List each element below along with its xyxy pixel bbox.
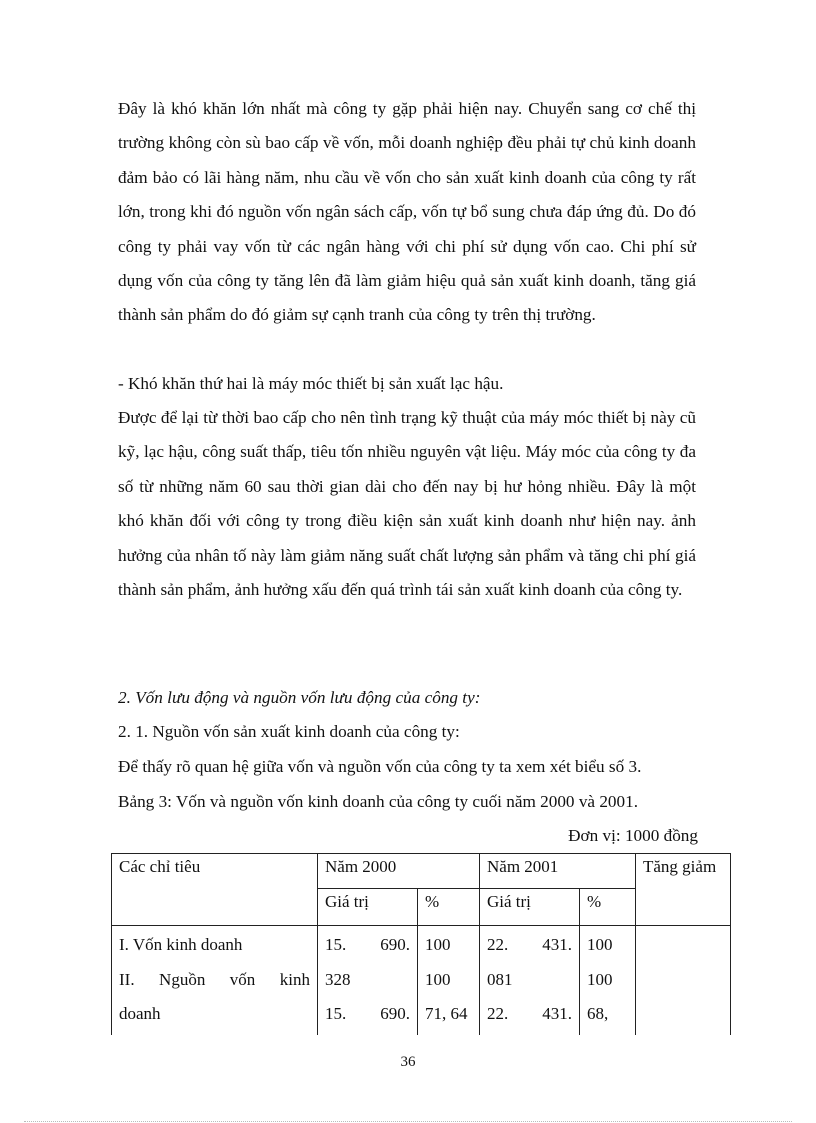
- bullet-equipment-difficulty: - Khó khăn thứ hai là máy móc thiết bị sản xuất lạc hậu.: [118, 374, 504, 393]
- table-header-row: [112, 854, 731, 889]
- header-percent-2000: %: [418, 889, 480, 926]
- table-caption: Bảng 3: Vốn và nguồn vốn kinh doanh của công ty cuối năm 2000 và 2001.: [118, 792, 639, 811]
- paragraph-equipment: Được để lại từ thời bao cấp cho nên tình trạng kỹ thuật của máy móc thiết bị này cũ kỹ, lạc hậu, công suất thấp, tiêu tốn nhiều nguyên vật liệu. Máy móc của công ty đa số từ những năm 60 sau thời gian dài cho đến nay bị hư hỏng nhiều. Đây là một khó khăn đối với công ty trong điều kiện sản xuất kinh doanh như hiện nay. ảnh hưởng của nhân tố này làm giảm năng suất chất lượng sản phẩm và tăng chi phí giá thành sản phẩm, ảnh hưởng xấu đến quá trình tái sản xuất kinh doanh của công ty.: [118, 408, 696, 600]
- percent-2000: 100: [425, 969, 451, 989]
- percent-2001: 68,: [587, 1004, 609, 1023]
- indicator-source-cont: doanh: [119, 1004, 161, 1023]
- header-indicator: Các chỉ tiêu: [112, 854, 318, 926]
- value-2001: 22. 431.: [487, 1004, 572, 1023]
- values-2001-cell: [480, 926, 580, 1035]
- value-2001: 22. 431.: [487, 935, 572, 954]
- table-row: [112, 926, 731, 1035]
- value-2000: 15. 690.: [325, 1004, 410, 1023]
- value-2001: 081: [487, 969, 513, 989]
- paragraph-capital-difficulty: Đây là khó khăn lớn nhất mà công ty gặp phải hiện nay. Chuyển sang cơ chế thị trường không còn sù bao cấp về vốn, mỗi doanh nghiệp đều phải tự chủ kinh doanh đảm bảo có lãi hàng năm, nhu cầu về vốn cho sản xuất kinh doanh của công ty rất lớn, trong khi đó nguồn vốn ngân sách cấp, vốn tự bổ sung chưa đáp ứng đủ. Do đó công ty phải vay vốn từ các ngân hàng với chi phí sử dụng vốn cao. Chi phí sử dụng vốn của công ty tăng lên đã làm giảm hiệu quả sản xuất kinh doanh, tăng giá thành sản phẩm do đó giảm sự cạnh tranh của công ty trên thị trường.: [118, 99, 696, 325]
- percent-2000-cell: [418, 926, 480, 1035]
- page-number: 36: [400, 1054, 416, 1070]
- header-value-2000: Giá trị: [318, 889, 418, 926]
- change-cell: [636, 926, 731, 1035]
- footer-divider: [24, 1121, 792, 1122]
- indicator-source: II. Nguồn vốn kinh: [119, 969, 310, 989]
- subsection-heading: 2. 1. Nguồn vốn sản xuất kinh doanh của công ty:: [118, 722, 460, 741]
- header-percent-2001: %: [580, 889, 636, 926]
- value-2000: 328: [325, 969, 351, 989]
- indicator-capital: I. Vốn kinh doanh: [119, 935, 243, 954]
- indicators-cell: [112, 926, 318, 1035]
- percent-2001: 100: [587, 935, 613, 954]
- percent-2000: 100: [425, 935, 451, 954]
- value-2000: 15. 690.: [325, 935, 410, 954]
- values-2000-cell: [318, 926, 418, 1035]
- capital-table: [111, 853, 731, 1035]
- percent-2001: 100: [587, 969, 613, 989]
- section-heading: 2. Vốn lưu động và nguồn vốn lưu động của công ty:: [118, 688, 481, 707]
- percent-2000: 71, 64: [425, 1004, 468, 1023]
- intro-line: Để thấy rõ quan hệ giữa vốn và nguồn vốn của công ty ta xem xét biểu số 3.: [118, 757, 642, 776]
- percent-2001-cell: [580, 926, 636, 1035]
- header-year-2000: Năm 2000: [318, 854, 480, 889]
- unit-note: Đơn vị: 1000 đồng: [568, 826, 698, 845]
- header-year-2001: Năm 2001: [480, 854, 636, 889]
- header-change: Tăng giảm: [636, 854, 731, 926]
- header-value-2001: Giá trị: [480, 889, 580, 926]
